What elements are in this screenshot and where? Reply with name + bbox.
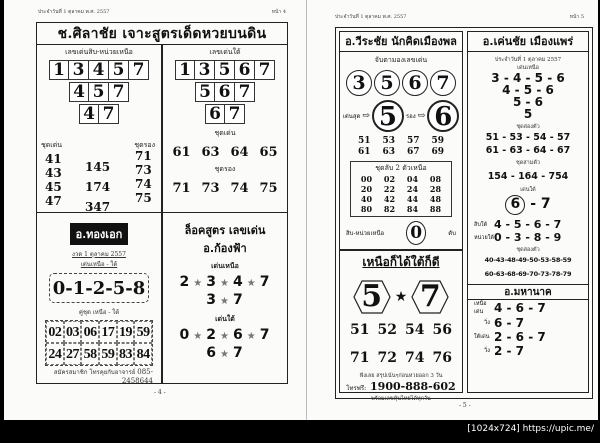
digit: 0 <box>179 327 191 343</box>
num: 347 <box>85 200 111 214</box>
pair: 59 <box>134 321 152 343</box>
two-set: 61 - 63 - 64 - 67 <box>485 145 571 156</box>
arrow-right-icon: ⇨ <box>362 111 370 121</box>
kenchai-tens <box>468 218 588 231</box>
num: 22 <box>383 184 396 194</box>
nk-row1 <box>340 322 462 338</box>
south-row2 <box>163 104 287 124</box>
digit: 5 <box>195 82 215 102</box>
num: 54 <box>405 321 425 338</box>
kenchai-units <box>468 231 588 244</box>
row-label: วิ่ง <box>484 348 490 354</box>
kongfa-north-row1 <box>163 274 287 290</box>
units-values: 0 - 3 - 8 - 9 <box>494 231 562 244</box>
digit: 3 <box>206 292 218 308</box>
digit: 4 <box>232 274 244 290</box>
num: 04 <box>406 174 419 184</box>
digit: 7 <box>225 104 245 124</box>
digit: 3 <box>206 274 218 290</box>
row-label: วิ่ง <box>484 320 490 326</box>
kenchai-two-label: ชุดสองตัว <box>516 124 540 130</box>
row-label: ใต้เด่น <box>474 334 490 340</box>
kongfa-north-label: เด่นเหนือ <box>211 261 239 270</box>
row-value: 2 - 7 <box>494 344 525 358</box>
kongfa-title2: อ.ก้องฟ้า <box>203 242 247 255</box>
num: 61 <box>172 145 191 160</box>
north-label: เลขเด่นสิบ-หน่วยเหนือ <box>65 48 133 56</box>
digit: 3 <box>69 60 89 80</box>
circled-digit: 6 <box>402 70 428 96</box>
two-set: 51 - 53 - 54 - 57 <box>485 132 571 143</box>
kenchai-three-label: ชุดสามตัว <box>515 160 541 166</box>
hotline-footer: พร้อมเลขหุ้นไทยได้ทุกวัน <box>371 395 431 402</box>
num: 24 <box>406 184 419 194</box>
num: 48 <box>429 194 442 204</box>
nk-title: เหนือก็ได้ใต้ก็ดี <box>362 254 440 269</box>
north-column <box>37 45 161 212</box>
num: 73 <box>201 181 220 196</box>
box-row <box>351 194 451 204</box>
num: 74 <box>405 349 425 366</box>
running-head-page: หน้า 4 <box>271 9 286 15</box>
num: 51 <box>350 321 370 338</box>
digit: 6 <box>205 104 225 124</box>
digit: 7 <box>259 274 271 290</box>
thongek-digits: 0-1-2-5-8 <box>49 273 149 303</box>
south-column <box>163 45 287 212</box>
mahanak-section <box>468 284 588 358</box>
num: 08 <box>429 174 442 184</box>
star-icon: ★ <box>220 278 230 289</box>
hotline-note: ฟังเลย สรุปเน้นๆก่อนหวยออก 3 วัน <box>359 372 443 379</box>
south-row5 <box>163 60 287 80</box>
three-set: 154 - 164 - 754 <box>487 171 569 182</box>
tens-label: สิบใต้ <box>474 221 488 228</box>
num: 65 <box>259 145 278 160</box>
weerachai-circles <box>340 70 462 96</box>
box-row <box>351 184 451 194</box>
digit: 1 <box>175 60 195 80</box>
mahanak-row <box>468 330 588 344</box>
weerachai-sets-row2 <box>340 147 462 158</box>
south-main-label: ชุดเด่น <box>214 129 236 137</box>
thongek-contact <box>37 367 161 385</box>
num: 71 <box>135 149 152 163</box>
hex-digit-right <box>411 280 449 314</box>
weerachai-sets-row1 <box>340 136 462 147</box>
digit: 7 <box>99 104 119 124</box>
running-head-date: ประจำวันที่ 1 ตุลาคม พ.ศ. 2557 <box>38 9 110 15</box>
star-icon: ★ <box>220 331 230 342</box>
digit: 7 <box>129 60 149 80</box>
kenchai-date: ประจำวันที่ 1 ตุลาคม 2557 <box>494 57 562 63</box>
nk-hex-row <box>340 280 462 314</box>
num: 71 <box>172 181 191 196</box>
num: 47 <box>45 194 62 208</box>
circled-digit: 7 <box>430 70 456 96</box>
contact-note: สมัครสมาชิก โทรคุยกับอาจารย์ <box>53 369 136 376</box>
digit: 4 <box>79 104 99 124</box>
digit: 6 <box>215 82 235 102</box>
digit: 5 <box>89 82 109 102</box>
two-south-set: 40-43-48-49-50-53-58-59 <box>484 256 572 264</box>
right-page <box>309 0 598 420</box>
star-icon: ★ <box>220 296 230 307</box>
row-value: 6 - 7 <box>494 316 525 330</box>
thongek-title: อ.ทองเอก <box>70 223 129 245</box>
kenchai-south-label: เด่นใต้ <box>520 187 536 193</box>
digit: 7 <box>109 82 129 102</box>
box-row <box>351 174 451 184</box>
kongfa-south-row1 <box>163 327 287 343</box>
mahanak-title: อ.มหานาค <box>468 285 588 300</box>
pair: 59 <box>99 343 117 365</box>
north-right-list <box>135 149 152 205</box>
weerachai-top-picks <box>340 100 462 132</box>
circled-digit: 6 <box>505 195 525 215</box>
circled-digit: 5 <box>374 70 400 96</box>
mahanak-row <box>468 344 588 358</box>
num: 71 <box>350 349 370 366</box>
row-value: 4 - 6 - 7 <box>494 301 546 315</box>
kongfa-south-row2 <box>163 345 287 361</box>
digit: 7 <box>259 327 271 343</box>
num: 59 <box>431 136 445 146</box>
north-mid-list <box>85 157 110 217</box>
nk-row2 <box>340 350 462 366</box>
thongek-subtitle: เด่นเหนือ - ใต้ <box>80 261 118 268</box>
top-label: เด่นสุด <box>342 113 361 120</box>
mahanak-row <box>468 316 588 330</box>
north-reserve-label: ชุดรอง <box>134 141 155 149</box>
north-row2 <box>37 104 161 124</box>
num: 67 <box>406 147 420 157</box>
second-label: รอง <box>405 113 416 120</box>
digit: 2 <box>179 274 191 290</box>
num: 45 <box>45 180 62 194</box>
silachai-frame <box>36 22 288 384</box>
south-reserve-set <box>163 181 287 196</box>
units-label: หน่วยใต้ <box>474 234 494 241</box>
num: 57 <box>406 136 420 146</box>
pyramid-row: 5 - 6 <box>512 95 544 109</box>
digit: 5 <box>109 60 129 80</box>
num: 44 <box>406 194 419 204</box>
digit: 7 <box>232 292 244 308</box>
thongek-pairs-grid <box>45 320 153 366</box>
silachai-title: ช.ศิลาชัย เจาะสูตรเด็ดหวยบนดิน <box>37 23 287 45</box>
two-south-set: 60-63-68-69-70-73-78-79 <box>484 270 572 278</box>
num: 52 <box>377 321 397 338</box>
digit: 2 <box>206 327 218 343</box>
hotline <box>340 380 462 393</box>
kenchai-two-south-label: ชุดสองตัว <box>516 247 540 253</box>
phone-number: 085-2458644 <box>121 368 153 385</box>
num: 74 <box>135 177 152 191</box>
weerachai-title: อ.วีระชัย นักคิดเมืองพล <box>340 32 462 52</box>
kongfa-south-label: เด่นใต้ <box>215 314 235 323</box>
hex-digit-left <box>353 280 391 314</box>
pair: 06 <box>81 321 99 343</box>
image-size-watermark: [1024x724] https://upic.me/ <box>467 424 594 434</box>
page-number-right: - 5 - <box>459 402 471 409</box>
thongek-section <box>37 213 161 383</box>
num: 61 <box>357 147 371 157</box>
left-page <box>4 0 304 420</box>
num: 02 <box>383 174 396 184</box>
row-value: 2 - 6 - 7 <box>494 330 546 344</box>
digit: 4 <box>69 82 89 102</box>
south-rest: - 7 <box>530 196 551 212</box>
num: 56 <box>432 321 452 338</box>
cancel-label: สิบ-หน่วยเหนือ <box>346 230 385 237</box>
mahanak-row <box>468 300 588 316</box>
num: 43 <box>45 166 62 180</box>
num: 72 <box>377 349 397 366</box>
num: 42 <box>383 194 396 204</box>
right-frame <box>335 27 593 402</box>
digit: 7 <box>232 345 244 361</box>
num: 20 <box>360 184 373 194</box>
south-reserve-label: ชุดรอง <box>214 165 236 173</box>
star-icon: ★ <box>193 331 204 342</box>
kenchai-title: อ.เค่นชัย เมืองแพร่ <box>468 32 588 52</box>
phone-number: 1900-888-602 <box>370 379 456 393</box>
arrow-right-icon: ⇨ <box>417 111 426 121</box>
cancel-digit: 0 <box>406 221 426 245</box>
phone-label: โทรฟรี: <box>346 384 367 392</box>
num: 88 <box>429 204 442 214</box>
thongek-pairs-label: คู่ชุด เหนือ - ใต้ <box>78 309 120 316</box>
digit: 7 <box>235 82 255 102</box>
num: 73 <box>135 163 152 177</box>
cancel-suffix: ดับ <box>448 230 456 237</box>
digit: 6 <box>232 327 244 343</box>
south-label: เลขเด่นใต้ <box>209 48 241 56</box>
weerachai-secret-box <box>350 161 452 217</box>
pair: 24 <box>46 343 64 365</box>
num: 64 <box>230 145 249 160</box>
box-row <box>351 204 451 214</box>
digit: 6 <box>235 60 255 80</box>
south-row3 <box>163 82 287 102</box>
num: 00 <box>360 174 373 184</box>
weerachai-subtitle: จับตามองเลขเด่น <box>374 56 428 64</box>
pair: 19 <box>117 321 135 343</box>
num: 53 <box>382 136 396 146</box>
page-gutter <box>306 0 307 420</box>
row-label: เหนือเด่น <box>474 301 487 315</box>
pyramid-row: 3 - 4 - 5 - 6 <box>491 71 565 85</box>
num: 75 <box>135 191 152 205</box>
north-row5 <box>37 60 161 80</box>
north-main-label: ชุดเด่น <box>41 141 63 149</box>
digit: 7 <box>419 278 441 314</box>
num: 174 <box>85 180 111 194</box>
num: 28 <box>429 184 442 194</box>
kenchai-south-pick <box>468 195 588 215</box>
star-icon: ★ <box>220 349 230 360</box>
digit: 5 <box>361 278 383 314</box>
thongek-draw: งวด 1 ตุลาคม 2557 <box>72 251 126 258</box>
digit: 7 <box>255 60 275 80</box>
kenchai-section <box>467 31 589 393</box>
tens-values: 4 - 5 - 6 - 7 <box>494 218 562 231</box>
digit: 1 <box>49 60 69 80</box>
star-icon: ★ <box>246 331 257 342</box>
running-head-page: หน้า 5 <box>569 14 584 20</box>
kongfa-north-row2 <box>163 292 287 308</box>
digit: 5 <box>215 60 235 80</box>
running-head-date: ประจำวันที่ 1 ตุลาคม พ.ศ. 2557 <box>335 14 407 20</box>
num: 80 <box>360 204 373 214</box>
pyramid-row: 4 - 5 - 6 <box>502 83 554 97</box>
star-icon: ★ <box>193 278 204 289</box>
num: 145 <box>85 160 111 174</box>
south-main-set <box>163 145 287 160</box>
north-left-list <box>45 152 62 208</box>
pair: 02 <box>46 321 64 343</box>
pair: 27 <box>64 343 82 365</box>
secret-box-label: ชุดลับ 2 ตัวเหนือ <box>375 164 427 172</box>
weerachai-section <box>339 31 463 402</box>
star-icon: ★ <box>246 278 257 289</box>
pyramid-row: 5 <box>523 107 533 121</box>
num: 76 <box>432 349 452 366</box>
num: 82 <box>383 204 396 214</box>
num: 51 <box>357 136 371 146</box>
num: 40 <box>360 194 373 204</box>
circled-digit: 3 <box>346 70 372 96</box>
pair: 58 <box>81 343 99 365</box>
num: 41 <box>45 152 62 166</box>
top-digit: 5 <box>372 100 404 132</box>
num: 84 <box>406 204 419 214</box>
digit: 4 <box>89 60 109 80</box>
weerachai-cancel <box>340 221 462 245</box>
second-digit: 6 <box>427 100 459 132</box>
star-icon: ★ <box>394 288 408 305</box>
page-number-left: - 4 - <box>154 389 166 396</box>
magazine-spread <box>4 0 598 420</box>
kongfa-section <box>163 213 287 383</box>
num: 74 <box>230 181 249 196</box>
pair: 03 <box>64 321 82 343</box>
kongfa-title1: ล็อคสูตร เลขเด่น <box>184 224 266 237</box>
digit: 6 <box>206 345 218 361</box>
divider <box>340 249 462 251</box>
pair: 84 <box>134 343 152 365</box>
kenchai-north-label: เด่นเหนือ <box>517 65 539 71</box>
north-row3 <box>37 82 161 102</box>
digit: 3 <box>195 60 215 80</box>
num: 63 <box>382 147 396 157</box>
num: 69 <box>431 147 445 157</box>
pair: 17 <box>99 321 117 343</box>
num: 63 <box>201 145 220 160</box>
num: 75 <box>259 181 278 196</box>
pair: 83 <box>117 343 135 365</box>
